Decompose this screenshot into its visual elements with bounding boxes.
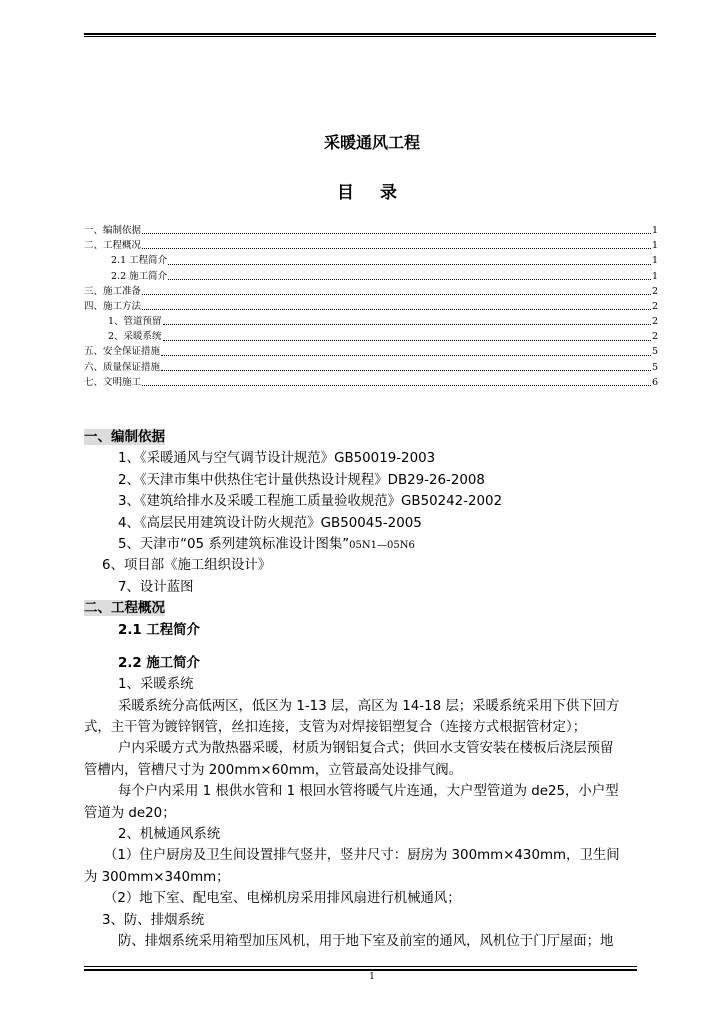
toc-leader-dots [163,340,651,341]
toc-entry-page: 2 [651,300,658,312]
toc-leader-dots [142,309,651,310]
toc-leader-dots [142,294,651,295]
toc-leader-dots [142,233,651,234]
toc-entry-page: 1 [651,240,658,252]
toc-entry-label: 2.1 工程简介 [111,255,168,267]
toc-entry[interactable] [84,223,658,238]
reference-item: 4、《高层民用建筑设计防火规范》GB50045-2005 [118,515,422,531]
document-body [84,427,658,952]
toc-entry[interactable] [84,360,658,375]
body-paragraph: 每个户内采用 1 根供水管和 1 根回水管将暖气片连通，大户型管道为 de25，小户型 [118,784,619,800]
toc-entry-label: 一、编制依据 [84,224,142,236]
body-paragraph: 式，主干管为镀锌钢管，丝扣连接，支管为对焊接铝塑复合（连接方式根据管材定）； [84,720,587,736]
header-rule [84,33,656,35]
header-rule-thin [84,36,656,37]
toc-entry-label: 2、采暖系统 [108,331,162,343]
toc-leader-dots [161,370,651,371]
toc-leader-dots [168,264,651,265]
toc-leader-dots [142,385,651,386]
body-paragraph: （2）地下室、配电室、电梯机房采用排风扇进行机械通风； [104,891,461,907]
reference-item: 3、《建筑给排水及采暖工程施工质量验收规范》GB50242-2002 [118,494,503,510]
section-heading: 一、编制依据 [84,429,165,445]
toc-entry-page: 1 [651,224,658,236]
toc-entry-label: 四、施工方法 [84,300,142,312]
toc-leader-dots [163,324,651,325]
body-paragraph: 管槽内，管槽尺寸为 200mm×60mm，立管最高处设排气阀。 [84,762,463,778]
body-paragraph: （1）住户厨房及卫生间设置排气竖井，竖井尺寸：厨房为 300mm×430mm，卫生间 [104,848,620,864]
toc-entry[interactable] [84,253,658,268]
toc-entry[interactable] [84,345,658,360]
body-paragraph: 户内采暖方式为散热器采暖，材质为钢铝复合式；供回水支管安装在楼板后浇层预留 [118,741,614,757]
toc-entry[interactable] [84,375,658,390]
body-paragraph: 管道为 de20； [84,805,176,821]
footer-rule-thin [84,966,637,967]
toc-entry-label: 五、安全保证措施 [84,346,161,358]
subsection-heading: 2.1 工程简介 [118,622,200,638]
toc-entry-label: 六、质量保证措施 [84,361,161,373]
toc-entry-page: 1 [651,270,658,282]
document-title: 采暖通风工程 [323,133,420,152]
body-paragraph: 2、机械通风系统 [118,827,221,843]
toc-entry[interactable] [84,329,658,344]
toc-entry-page: 5 [651,361,658,373]
toc-entry-page: 5 [651,346,658,358]
toc-leader-dots [168,279,651,280]
body-paragraph: 3、防、排烟系统 [102,912,205,928]
page-number: 1 [369,972,375,982]
toc-entry[interactable] [84,314,658,329]
body-paragraph: 采暖系统分高低两区，低区为 1-13 层，高区为 14-18 层；采暖系统采用下供下回方 [118,698,620,714]
toc-entry-label: 1、管道预留 [108,316,162,328]
section-heading: 二、工程概况 [84,600,165,617]
toc-entry-page: 6 [651,376,658,388]
toc-entry-label: 二、工程概况 [84,240,142,252]
table-of-contents [84,223,658,390]
body-paragraph: 1、采暖系统 [118,677,194,693]
toc-entry[interactable] [84,299,658,314]
reference-item-suffix: 05N1—05N6 [349,539,415,551]
toc-entry-label: 三、施工准备 [84,285,142,297]
toc-entry-label: 七、文明施工 [84,376,142,388]
spacer [84,641,658,653]
toc-leader-dots [142,248,651,249]
reference-item: 2、《天津市集中供热住宅计量供热设计规程》DB29-26-2008 [118,472,485,488]
toc-leader-dots [161,355,651,356]
toc-entry-page: 2 [651,316,658,328]
reference-item: 1、《采暖通风与空气调节设计规范》GB50019-2003 [118,451,436,467]
toc-title: 目 录 [337,183,407,203]
reference-item: 7、设计蓝图 [118,579,194,595]
toc-entry-page: 1 [651,255,658,267]
reference-item: 5、天津市“05 系列建筑标准设计图集”05N1—05N6 [118,536,415,552]
toc-entry-label: 2.2 施工简介 [111,270,168,282]
body-paragraph: 防、排烟系统采用箱型加压风机，用于地下室及前室的通风，风机位于门厅屋面；地 [118,933,614,949]
toc-entry-page: 2 [651,331,658,343]
toc-entry-page: 2 [651,285,658,297]
toc-entry[interactable] [84,284,658,299]
body-paragraph: 为 300mm×340mm； [84,869,230,885]
toc-entry[interactable] [84,269,658,284]
subsection-heading: 2.2 施工简介 [118,655,200,671]
footer-rule [84,969,637,971]
reference-item: 6、项目部《施工组织设计》 [102,558,272,574]
toc-entry[interactable] [84,238,658,253]
